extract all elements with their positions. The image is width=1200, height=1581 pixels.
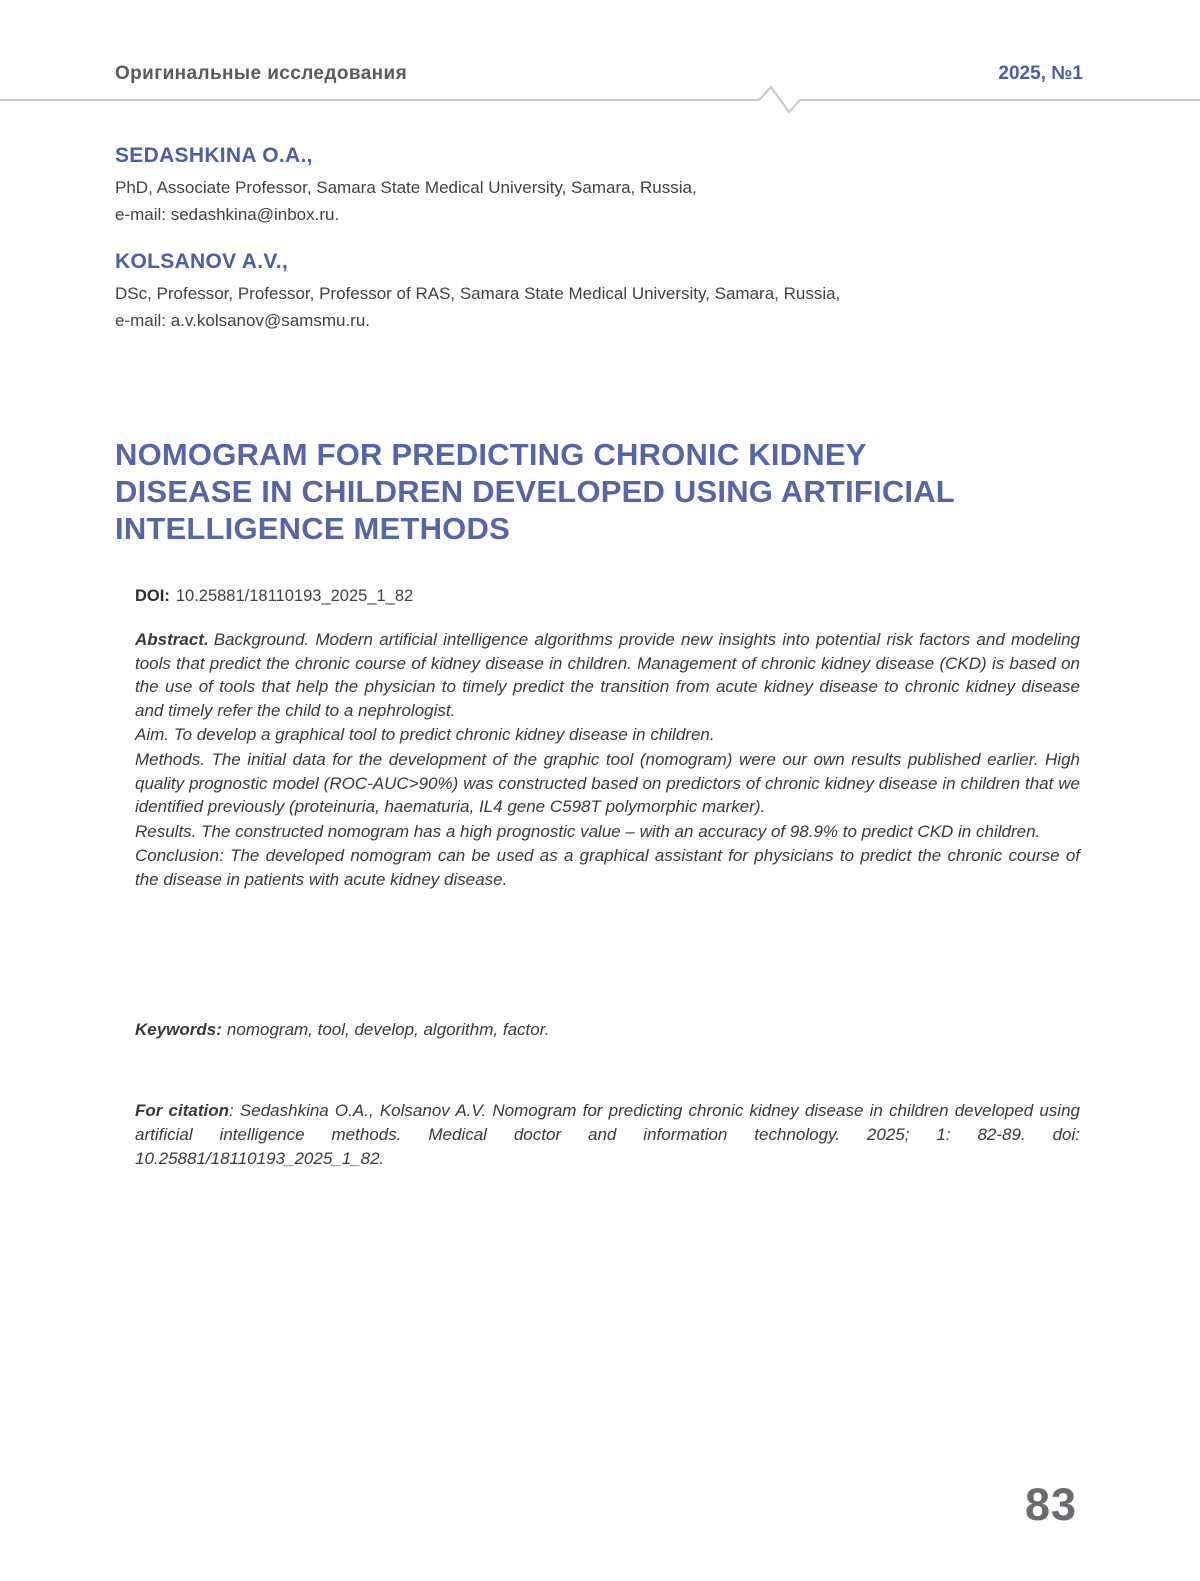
doi-value: 10.25881/18110193_2025_1_82 — [175, 587, 414, 605]
keywords-text: nomogram, tool, develop, algorithm, factor. — [226, 1020, 550, 1039]
abstract-background-text: Background. Modern artificial intelligence algorithms provide new insights into potential risk factors and modeling tools that predict the chronic course of kidney disease in children. Management of chronic kidney disease (CKD) is based on the use of tools that help the physician to timely predict the transition from acute kidney disease to chronic kidney disease and timely refer the child to a nephrologist. — [135, 630, 1080, 720]
author-email: e-mail: a.v.kolsanov@samsmu.ru. — [115, 311, 371, 330]
abstract-paragraph-results: Results. The constructed nomogram has a high prognostic value – with an accuracy of 98.9% to predict CKD in children. — [135, 821, 1041, 841]
abstract-paragraph-aim: Aim. To develop a graphical tool to predict chronic kidney disease in children. — [135, 725, 715, 745]
abstract-paragraph-conclusion: Conclusion: The developed nomogram can be used as a graphical assistant for physicians to predict the chronic course of the disease in patients with acute kidney disease. — [135, 846, 1080, 889]
author-name: KOLSANOV A.V., — [115, 250, 289, 273]
abstract-paragraph-background — [135, 628, 1080, 722]
abstract-paragraph-methods: Methods. The initial data for the development of the graphic tool (nomogram) were our own results published earlier. High quality prognostic model (ROC-AUC>90%) was constructed based on predictors of chronic kidney disease in children that we identified previously (proteinuria, haematuria, IL4 gene C598T polymorphic marker). — [135, 749, 1080, 817]
author-affiliation: DSc, Professor, Professor, Professor of RAS, Samara State Medical University, Samara, Russia, — [115, 284, 841, 303]
abstract-section — [135, 628, 1080, 893]
abstract-label: Abstract. — [135, 630, 209, 649]
keywords-line — [135, 1020, 1080, 1040]
page-number: 83 — [1024, 1479, 1077, 1530]
citation-label: For citation — [135, 1101, 230, 1120]
article-title-line: INTELLIGENCE METHODS — [115, 511, 510, 546]
article-title — [115, 436, 955, 547]
author-block — [115, 144, 1090, 228]
article-title-line: DISEASE IN CHILDREN DEVELOPED USING ARTIFICIAL — [115, 474, 955, 509]
header-pulse-rule-line — [0, 70, 1200, 120]
issue-label: 2025, №1 — [998, 63, 1083, 84]
keywords-label: Keywords: — [135, 1020, 222, 1039]
author-email: e-mail: sedashkina@inbox.ru. — [115, 205, 340, 224]
article-title-line: NOMOGRAM FOR PREDICTING CHRONIC KIDNEY — [115, 437, 867, 472]
author-block — [115, 250, 1090, 334]
citation-text: : Sedashkina O.A., Kolsanov A.V. Nomogram for predicting chronic kidney disease in children developed using artificial intelligence methods. Medical doctor and information technology. 2025; 1: 82-89. doi: 10.25881/18110193_2025_1_82. — [135, 1101, 1080, 1168]
section-label: Оригинальные исследования — [115, 63, 408, 84]
author-name: SEDASHKINA O.A., — [115, 144, 313, 167]
doi-line — [135, 587, 413, 606]
doi-label: DOI: — [135, 587, 170, 605]
citation-paragraph — [135, 1099, 1080, 1171]
author-affiliation: PhD, Associate Professor, Samara State Medical University, Samara, Russia, — [115, 178, 697, 197]
